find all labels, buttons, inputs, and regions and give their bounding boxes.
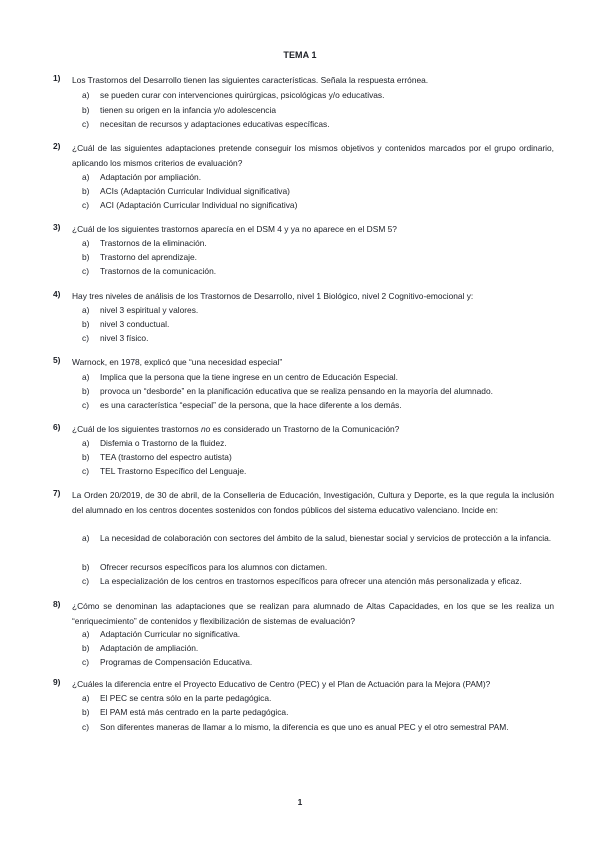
option-letter: a) <box>82 438 90 448</box>
option-letter: b) <box>82 105 90 115</box>
option-letter: a) <box>82 533 90 543</box>
option-letter: b) <box>82 707 90 717</box>
option-letter: a) <box>82 372 90 382</box>
option-letter: c) <box>82 200 89 210</box>
question-text-part: es considerado un Trastorno de la Comunicación? <box>210 424 400 434</box>
question-text-part: ¿Cuál de los siguientes trastornos <box>72 424 201 434</box>
question-text: La Orden 20/2019, de 30 de abril, de la Conselleria de Educación, Investigación, Cultura y Deporte, es la que regula la inclusión del alumnado en los centros docentes sostenidos con fondos públicos del sistema educativo valenciano. Incide en: <box>72 490 554 515</box>
option-text: provoca un “desborde” en la planificación educativa que se realiza pensando en la mayoría del alumnado. <box>100 386 493 396</box>
option-letter: a) <box>82 305 90 315</box>
option-text: necesitan de recursos y adaptaciones educativas específicas. <box>100 119 330 129</box>
page-number: 1 <box>297 797 303 807</box>
question-text: Warnock, en 1978, explicó que “una necesidad especial” <box>72 357 283 367</box>
option-letter: c) <box>82 333 89 343</box>
option-text: Adaptación Curricular no significativa. <box>100 629 241 639</box>
question-number: 8) <box>53 599 61 609</box>
question-number: 9) <box>53 677 61 687</box>
option-text: Programas de Compensación Educativa. <box>100 657 253 667</box>
question-text: ¿Cómo se denominan las adaptaciones que se realizan para alumnado de Altas Capacidades, en los que se les realiza un “enriquecimiento” de contenidos y flexibilización de sistemas de evaluación? <box>72 601 554 626</box>
option-letter: c) <box>82 466 89 476</box>
option-text: La especialización de los centros en trastornos específicos para ofrecer una atención más personalizada y eficaz. <box>100 576 522 586</box>
question-number: 1) <box>53 73 61 83</box>
question-text <box>72 422 554 437</box>
document-title: TEMA 1 <box>283 50 317 60</box>
option-text: Trastornos de la eliminación. <box>100 238 207 248</box>
question-number: 4) <box>53 289 61 299</box>
option-text: Ofrecer recursos específicos para los alumnos con dictamen. <box>100 562 328 572</box>
option-text: nivel 3 físico. <box>100 333 149 343</box>
option-text: nivel 3 espiritual y valores. <box>100 305 199 315</box>
option-letter: a) <box>82 238 90 248</box>
option-letter: c) <box>82 722 89 732</box>
option-text: Trastornos de la comunicación. <box>100 266 217 276</box>
question-number: 3) <box>53 222 61 232</box>
option-letter: b) <box>82 643 90 653</box>
question-text: ¿Cuáles la diferencia entre el Proyecto Educativo de Centro (PEC) y el Plan de Actuación para la Mejora (PAM)? <box>72 679 491 689</box>
option-letter: c) <box>82 119 89 129</box>
option-text: TEA (trastorno del espectro autista) <box>100 452 232 462</box>
option-letter: a) <box>82 90 90 100</box>
option-text: El PAM está más centrado en la parte pedagógica. <box>100 707 289 717</box>
question-number: 5) <box>53 355 61 365</box>
option-letter: c) <box>82 576 89 586</box>
option-letter: a) <box>82 693 90 703</box>
option-letter: c) <box>82 266 89 276</box>
option-letter: b) <box>82 452 90 462</box>
option-text: es una característica “especial” de la persona, que la hace diferente a los demás. <box>100 400 402 410</box>
option-letter: b) <box>82 319 90 329</box>
option-text: se pueden curar con intervenciones quirúrgicas, psicológicas y/o educativas. <box>100 90 385 100</box>
option-text: Implica que la persona que la tiene ingrese en un centro de Educación Especial. <box>100 372 398 382</box>
question-text-emphasis: no <box>200 424 211 434</box>
question-text: Hay tres niveles de análisis de los Trastornos de Desarrollo, nivel 1 Biológico, nivel 2 Cognitivo-emocional y: <box>72 291 474 301</box>
option-text: Adaptación de ampliación. <box>100 643 199 653</box>
option-text: Trastorno del aprendizaje. <box>100 252 197 262</box>
option-text: ACI (Adaptación Curricular Individual no significativa) <box>100 200 298 210</box>
option-text: Disfemia o Trastorno de la fluidez. <box>100 438 227 448</box>
option-text: ACIs (Adaptación Curricular Individual significativa) <box>100 186 290 196</box>
option-letter: a) <box>82 172 90 182</box>
question-text: Los Trastornos del Desarrollo tienen las siguientes características. Señala la respuesta errónea. <box>72 75 429 85</box>
option-letter: b) <box>82 386 90 396</box>
question-number: 2) <box>53 141 61 151</box>
option-text: TEL Trastorno Específico del Lenguaje. <box>100 466 247 476</box>
option-letter: c) <box>82 657 89 667</box>
question-number: 6) <box>53 422 61 432</box>
question-number: 7) <box>53 488 61 498</box>
option-text: Adaptación por ampliación. <box>100 172 202 182</box>
question-text: ¿Cuál de los siguientes trastornos aparecía en el DSM 4 y ya no aparece en el DSM 5? <box>72 224 397 234</box>
question-text: ¿Cuál de las siguientes adaptaciones pretende conseguir los mismos objetivos y contenidos marcados por el grupo ordinario, aplicando los mismos criterios de evaluación? <box>72 143 554 168</box>
option-letter: b) <box>82 252 90 262</box>
option-text: Son diferentes maneras de llamar a lo mismo, la diferencia es que uno es anual PEC y el otro semestral PAM. <box>100 722 509 732</box>
option-text: tienen su origen en la infancia y/o adolescencia <box>100 105 276 115</box>
option-letter: a) <box>82 629 90 639</box>
option-text: nivel 3 conductual. <box>100 319 170 329</box>
option-text: La necesidad de colaboración con sectores del ámbito de la salud, bienestar social y servicios de protección a la infancia. <box>100 533 552 543</box>
option-letter: c) <box>82 400 89 410</box>
option-letter: b) <box>82 562 90 572</box>
option-letter: b) <box>82 186 90 196</box>
option-text: El PEC se centra sólo en la parte pedagógica. <box>100 693 272 703</box>
